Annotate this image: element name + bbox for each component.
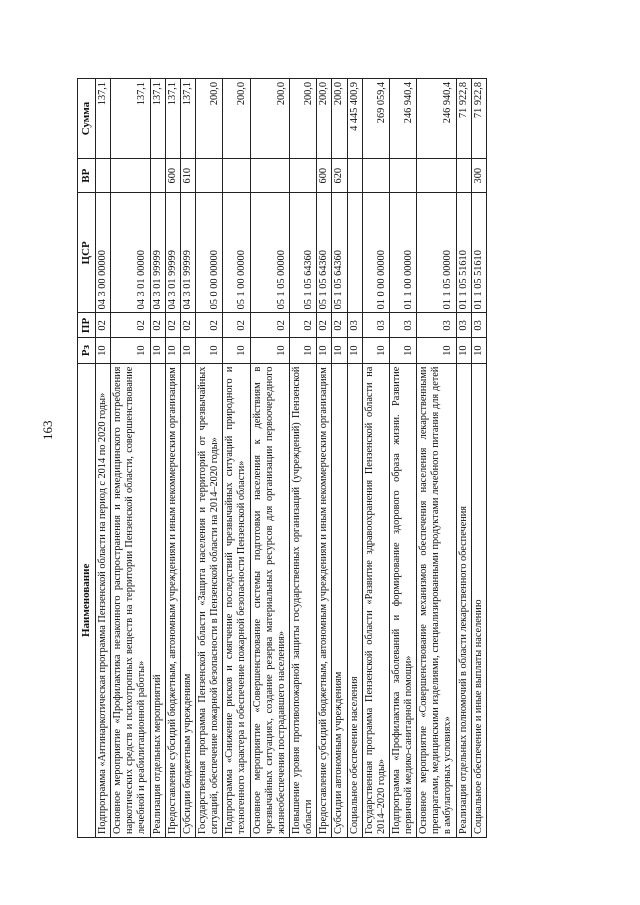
cell-pr: 02 [150, 313, 165, 338]
header-rz: Рз [78, 338, 96, 363]
cell-sum: 200,0 [332, 79, 347, 159]
cell-sum: 137,1 [111, 79, 150, 159]
cell-rz: 10 [250, 338, 289, 363]
cell-rz: 10 [389, 338, 416, 363]
cell-csr: 05 1 05 64360 [332, 193, 347, 313]
cell-pr: 02 [165, 313, 180, 338]
cell-rz: 10 [417, 338, 456, 363]
cell-rz: 10 [456, 338, 471, 363]
table-row [250, 79, 289, 838]
cell-vr [347, 159, 362, 193]
cell-rz: 10 [111, 338, 150, 363]
cell-name: Подпрограмма «Снижение рисков и смягчение последствий чрезвычайных ситуаций природного и техногенного характера и обеспечение пожарной безопасности Пензенской области» [223, 363, 250, 837]
cell-vr: 300 [471, 159, 486, 193]
table-row [417, 79, 456, 838]
budget-table [77, 78, 487, 838]
cell-rz: 10 [150, 338, 165, 363]
cell-name: Подпрограмма «Антинаркотическая программа Пензенской области на период с 2014 по 2020 годы» [95, 363, 110, 837]
cell-sum: 200,0 [289, 79, 316, 159]
cell-vr: 610 [180, 159, 195, 193]
cell-csr: 01 1 05 51610 [471, 193, 486, 313]
cell-csr: 05 1 05 64360 [317, 193, 332, 313]
cell-vr [362, 159, 389, 193]
cell-rz: 10 [471, 338, 486, 363]
cell-sum: 200,0 [250, 79, 289, 159]
cell-csr: 05 1 00 00000 [223, 193, 250, 313]
cell-name: Основное мероприятие «Совершенствование системы подготовки населения к действиям в чрезвычайных ситуациях, создание резерва материальных ресурсов для организации первоочередного жизнеобеспечения пострадавшего населения» [250, 363, 289, 837]
cell-vr [389, 159, 416, 193]
cell-name: Предоставление субсидий бюджетным, автономным учреждениям и иным некоммерческим организациям [317, 363, 332, 837]
cell-name: Основное мероприятие «Профилактика незаконного распространения и немедицинского потребления наркотических средств и психотропных веществ на территории Пензенской области, совершенствование лечебной и реабилитационной работы» [111, 363, 150, 837]
table-row [317, 79, 332, 838]
cell-pr: 02 [223, 313, 250, 338]
cell-csr: 01 1 05 51610 [456, 193, 471, 313]
cell-rz: 10 [362, 338, 389, 363]
cell-pr: 02 [332, 313, 347, 338]
cell-csr: 04 3 01 99999 [165, 193, 180, 313]
table-row [223, 79, 250, 838]
cell-pr: 03 [456, 313, 471, 338]
table-row [389, 79, 416, 838]
cell-vr [250, 159, 289, 193]
cell-sum: 4 445 400,9 [347, 79, 362, 159]
cell-csr: 04 3 01 99999 [150, 193, 165, 313]
cell-sum: 200,0 [317, 79, 332, 159]
cell-rz: 10 [347, 338, 362, 363]
cell-csr: 01 1 05 00000 [417, 193, 456, 313]
cell-sum: 246 940,4 [417, 79, 456, 159]
table-row [95, 79, 110, 838]
cell-sum: 137,1 [180, 79, 195, 159]
cell-rz: 10 [165, 338, 180, 363]
cell-csr: 05 1 05 64360 [289, 193, 316, 313]
cell-pr: 03 [389, 313, 416, 338]
cell-pr: 02 [317, 313, 332, 338]
cell-name: Государственная программа Пензенской области «Защита населения и территорий от чрезвычайных ситуаций, обеспечение пожарной безопасности в Пензенской области на 2014–2020 годы» [195, 363, 222, 837]
header-vr: ВР [78, 159, 96, 193]
cell-rz: 10 [223, 338, 250, 363]
cell-name: Основное мероприятие «Совершенствование механизмов обеспечения населения лекарственными препаратами, медицинскими изделиями, специализированными продуктами лечебного питания для детей в амбулаторных условиях» [417, 363, 456, 837]
cell-sum: 200,0 [195, 79, 222, 159]
cell-rz: 10 [317, 338, 332, 363]
cell-csr: 04 3 01 00000 [111, 193, 150, 313]
cell-rz: 10 [332, 338, 347, 363]
cell-vr [289, 159, 316, 193]
cell-name: Предоставление субсидий бюджетным, автономным учреждениям и иным некоммерческим организациям [165, 363, 180, 837]
cell-name: Повышение уровня противопожарной защиты государственных организаций (учреждений) Пензенской области [289, 363, 316, 837]
cell-sum: 246 940,4 [389, 79, 416, 159]
table-row [471, 79, 486, 838]
cell-pr: 02 [250, 313, 289, 338]
cell-name: Социальное обеспечение и иные выплаты населению [471, 363, 486, 837]
header-csr: ЦСР [78, 193, 96, 313]
cell-csr: 01 1 00 00000 [389, 193, 416, 313]
header-pr: ПР [78, 313, 96, 338]
cell-csr: 05 0 00 00000 [195, 193, 222, 313]
cell-name: Реализация отдельных полномочий в области лекарственного обеспечения [456, 363, 471, 837]
cell-sum: 137,1 [150, 79, 165, 159]
cell-sum: 71 922,8 [471, 79, 486, 159]
cell-sum: 200,0 [223, 79, 250, 159]
table-row [150, 79, 165, 838]
cell-pr: 02 [111, 313, 150, 338]
cell-name: Подпрограмма «Профилактика заболеваний и формирование здорового образа жизни. Развитие первичной медико-санитарной помощи» [389, 363, 416, 837]
table-header-row [78, 79, 96, 838]
cell-name: Социальное обеспечение населения [347, 363, 362, 837]
cell-pr: 03 [471, 313, 486, 338]
cell-name: Субсидии автономным учреждениям [332, 363, 347, 837]
cell-name: Реализация отдельных мероприятий [150, 363, 165, 837]
cell-csr: 04 3 00 00000 [95, 193, 110, 313]
cell-sum: 137,1 [165, 79, 180, 159]
cell-csr [347, 193, 362, 313]
cell-pr: 02 [195, 313, 222, 338]
cell-sum: 269 059,4 [362, 79, 389, 159]
table-row [347, 79, 362, 838]
cell-vr: 620 [332, 159, 347, 193]
cell-vr [417, 159, 456, 193]
table-row [180, 79, 195, 838]
cell-vr [195, 159, 222, 193]
cell-vr [223, 159, 250, 193]
cell-rz: 10 [289, 338, 316, 363]
cell-sum: 71 922,8 [456, 79, 471, 159]
table-body [95, 79, 486, 838]
cell-vr [95, 159, 110, 193]
cell-vr [456, 159, 471, 193]
table-row [362, 79, 389, 838]
cell-pr: 03 [347, 313, 362, 338]
rotated-page [77, 78, 584, 838]
table-row [111, 79, 150, 838]
cell-vr: 600 [165, 159, 180, 193]
table-row [165, 79, 180, 838]
cell-pr: 03 [417, 313, 456, 338]
cell-vr [150, 159, 165, 193]
cell-rz: 10 [195, 338, 222, 363]
cell-pr: 02 [95, 313, 110, 338]
cell-pr: 03 [362, 313, 389, 338]
cell-sum: 137,1 [95, 79, 110, 159]
cell-rz: 10 [180, 338, 195, 363]
cell-rz: 10 [95, 338, 110, 363]
cell-name: Государственная программа Пензенской области «Развитие здравоохранения Пензенской области на 2014–2020 годы» [362, 363, 389, 837]
table-row [195, 79, 222, 838]
table-row [456, 79, 471, 838]
header-sum: Сумма [78, 79, 96, 159]
cell-csr: 04 3 01 99999 [180, 193, 195, 313]
cell-pr: 02 [180, 313, 195, 338]
table-row [332, 79, 347, 838]
cell-vr [111, 159, 150, 193]
cell-pr: 02 [289, 313, 316, 338]
cell-csr: 05 1 05 00000 [250, 193, 289, 313]
page-number: 163 [40, 420, 55, 440]
cell-vr: 600 [317, 159, 332, 193]
header-name: Наименование [78, 363, 96, 837]
cell-name: Субсидии бюджетным учреждениям [180, 363, 195, 837]
cell-csr: 01 0 00 00000 [362, 193, 389, 313]
table-row [289, 79, 316, 838]
